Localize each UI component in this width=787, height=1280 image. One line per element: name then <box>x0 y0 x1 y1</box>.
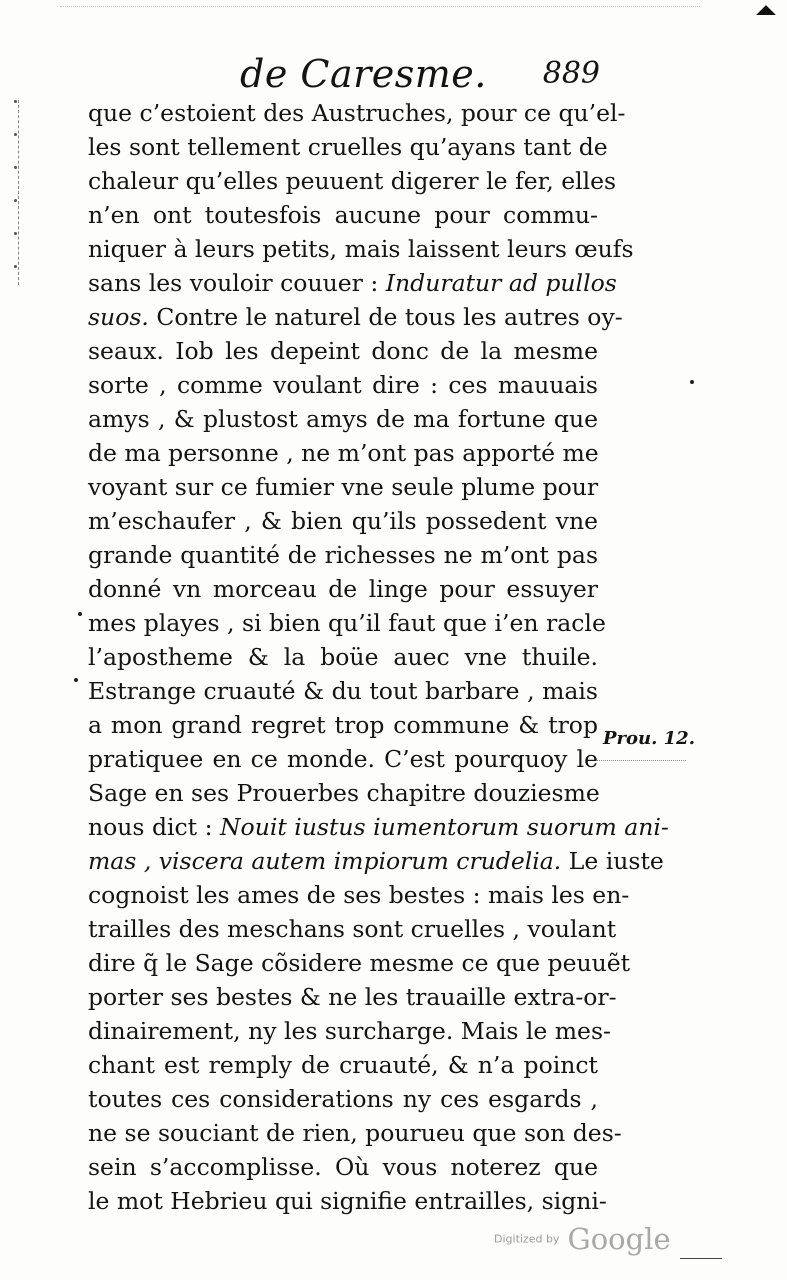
text-line: cognoist les ames de ses bestes : mais les en- <box>88 881 630 909</box>
text-line: pratiquee en ce monde. C’est pourquoy le <box>88 745 598 773</box>
text-line: sorte , comme voulant dire : ces mauuais <box>88 371 598 399</box>
text-line: amys , & plustost amys de ma fortune que <box>88 405 598 433</box>
latin-quote: Nouit iustus iumentorum suorum ani- <box>219 813 669 841</box>
text-line: de ma personne , ne m’ont pas apporté me <box>88 439 599 467</box>
text-line-part: nous dict : <box>88 813 213 841</box>
text-line: dinairement, ny les surcharge. Mais le mes- <box>88 1017 611 1045</box>
margin-dots <box>596 760 686 761</box>
google-logo: Google <box>567 1222 671 1256</box>
footer-rule <box>680 1258 722 1259</box>
text-line <box>88 300 623 334</box>
text-line: chaleur qu’elles peuuent digerer le fer, elles <box>88 167 617 195</box>
text-line: Estrange cruauté & du tout barbare , mais <box>88 677 598 705</box>
text-line: sein s’accomplisse. Où vous noterez que <box>88 1153 598 1181</box>
text-line: dire q̃ le Sage cõsidere mesme ce que peuuẽt <box>88 949 631 977</box>
text-line: mes playes , si bien qu’il faut que i’en racle <box>88 609 606 637</box>
page-number: 889 <box>542 56 600 91</box>
text-line: m’eschaufer , & bien qu’ils possedent vne <box>88 507 598 535</box>
text-line: niquer à leurs petits, mais laissent leurs œufs <box>88 235 634 263</box>
text-line: n’en ont toutesfois aucune pour commu- <box>88 201 598 229</box>
margin-speck <box>78 612 82 616</box>
text-line: donné vn morceau de linge pour essuyer <box>88 575 598 603</box>
text-line: chant est remply de cruauté, & n’a poinct <box>88 1051 598 1079</box>
latin-quote: mas , viscera autem impiorum crudelia. <box>88 847 562 875</box>
text-line-part: sans les vouloir couuer : <box>88 269 379 297</box>
text-line: toutes ces considerations ny ces esgards , <box>88 1085 598 1113</box>
latin-quote: Induratur ad pullos <box>385 269 617 297</box>
text-line: ne se souciant de rien, pourueu que son des- <box>88 1119 622 1147</box>
text-line <box>88 844 664 878</box>
digitized-label: Digitized by <box>494 1232 560 1246</box>
digitization-watermark <box>494 1222 671 1256</box>
text-line: a mon grand regret trop commune & trop <box>88 711 598 739</box>
text-line: Sage en ses Prouerbes chapitre douziesme <box>88 779 600 807</box>
text-line: grande quantité de richesses ne m’ont pas <box>88 541 598 569</box>
page-edge-specks <box>60 6 700 17</box>
text-line: trailles des meschans sont cruelles , voulant <box>88 915 617 943</box>
text-line: porter ses bestes & ne les trauaille extra-or- <box>88 983 617 1011</box>
corner-fold-mark <box>756 5 776 25</box>
text-line: le mot Hebrieu qui signifie entrailles, signi- <box>88 1187 607 1215</box>
text-line: voyant sur ce fumier vne seule plume pour <box>88 473 599 501</box>
margin-speck <box>690 380 694 384</box>
text-line: que c’estoient des Austruches, pour ce qu’el- <box>88 99 626 127</box>
text-line: seaux. Iob les depeint donc de la mesme <box>88 337 598 365</box>
margin-speck <box>74 678 78 682</box>
page-header <box>240 52 600 100</box>
margin-note-reference: Prou. 12. <box>603 728 695 749</box>
latin-quote: suos. <box>88 303 149 331</box>
running-title: de Caresme. <box>240 52 487 96</box>
text-line-part: Contre le naturel de tous les autres oy- <box>156 303 623 331</box>
text-line <box>88 810 669 844</box>
text-line: l’apostheme & la boüe auec vne thuile. <box>88 643 598 671</box>
text-line-part: Le iuste <box>568 847 664 875</box>
text-line: les sont tellement cruelles qu’ayans tant de <box>88 133 608 161</box>
gutter-marks <box>8 100 28 290</box>
text-line <box>88 266 617 300</box>
